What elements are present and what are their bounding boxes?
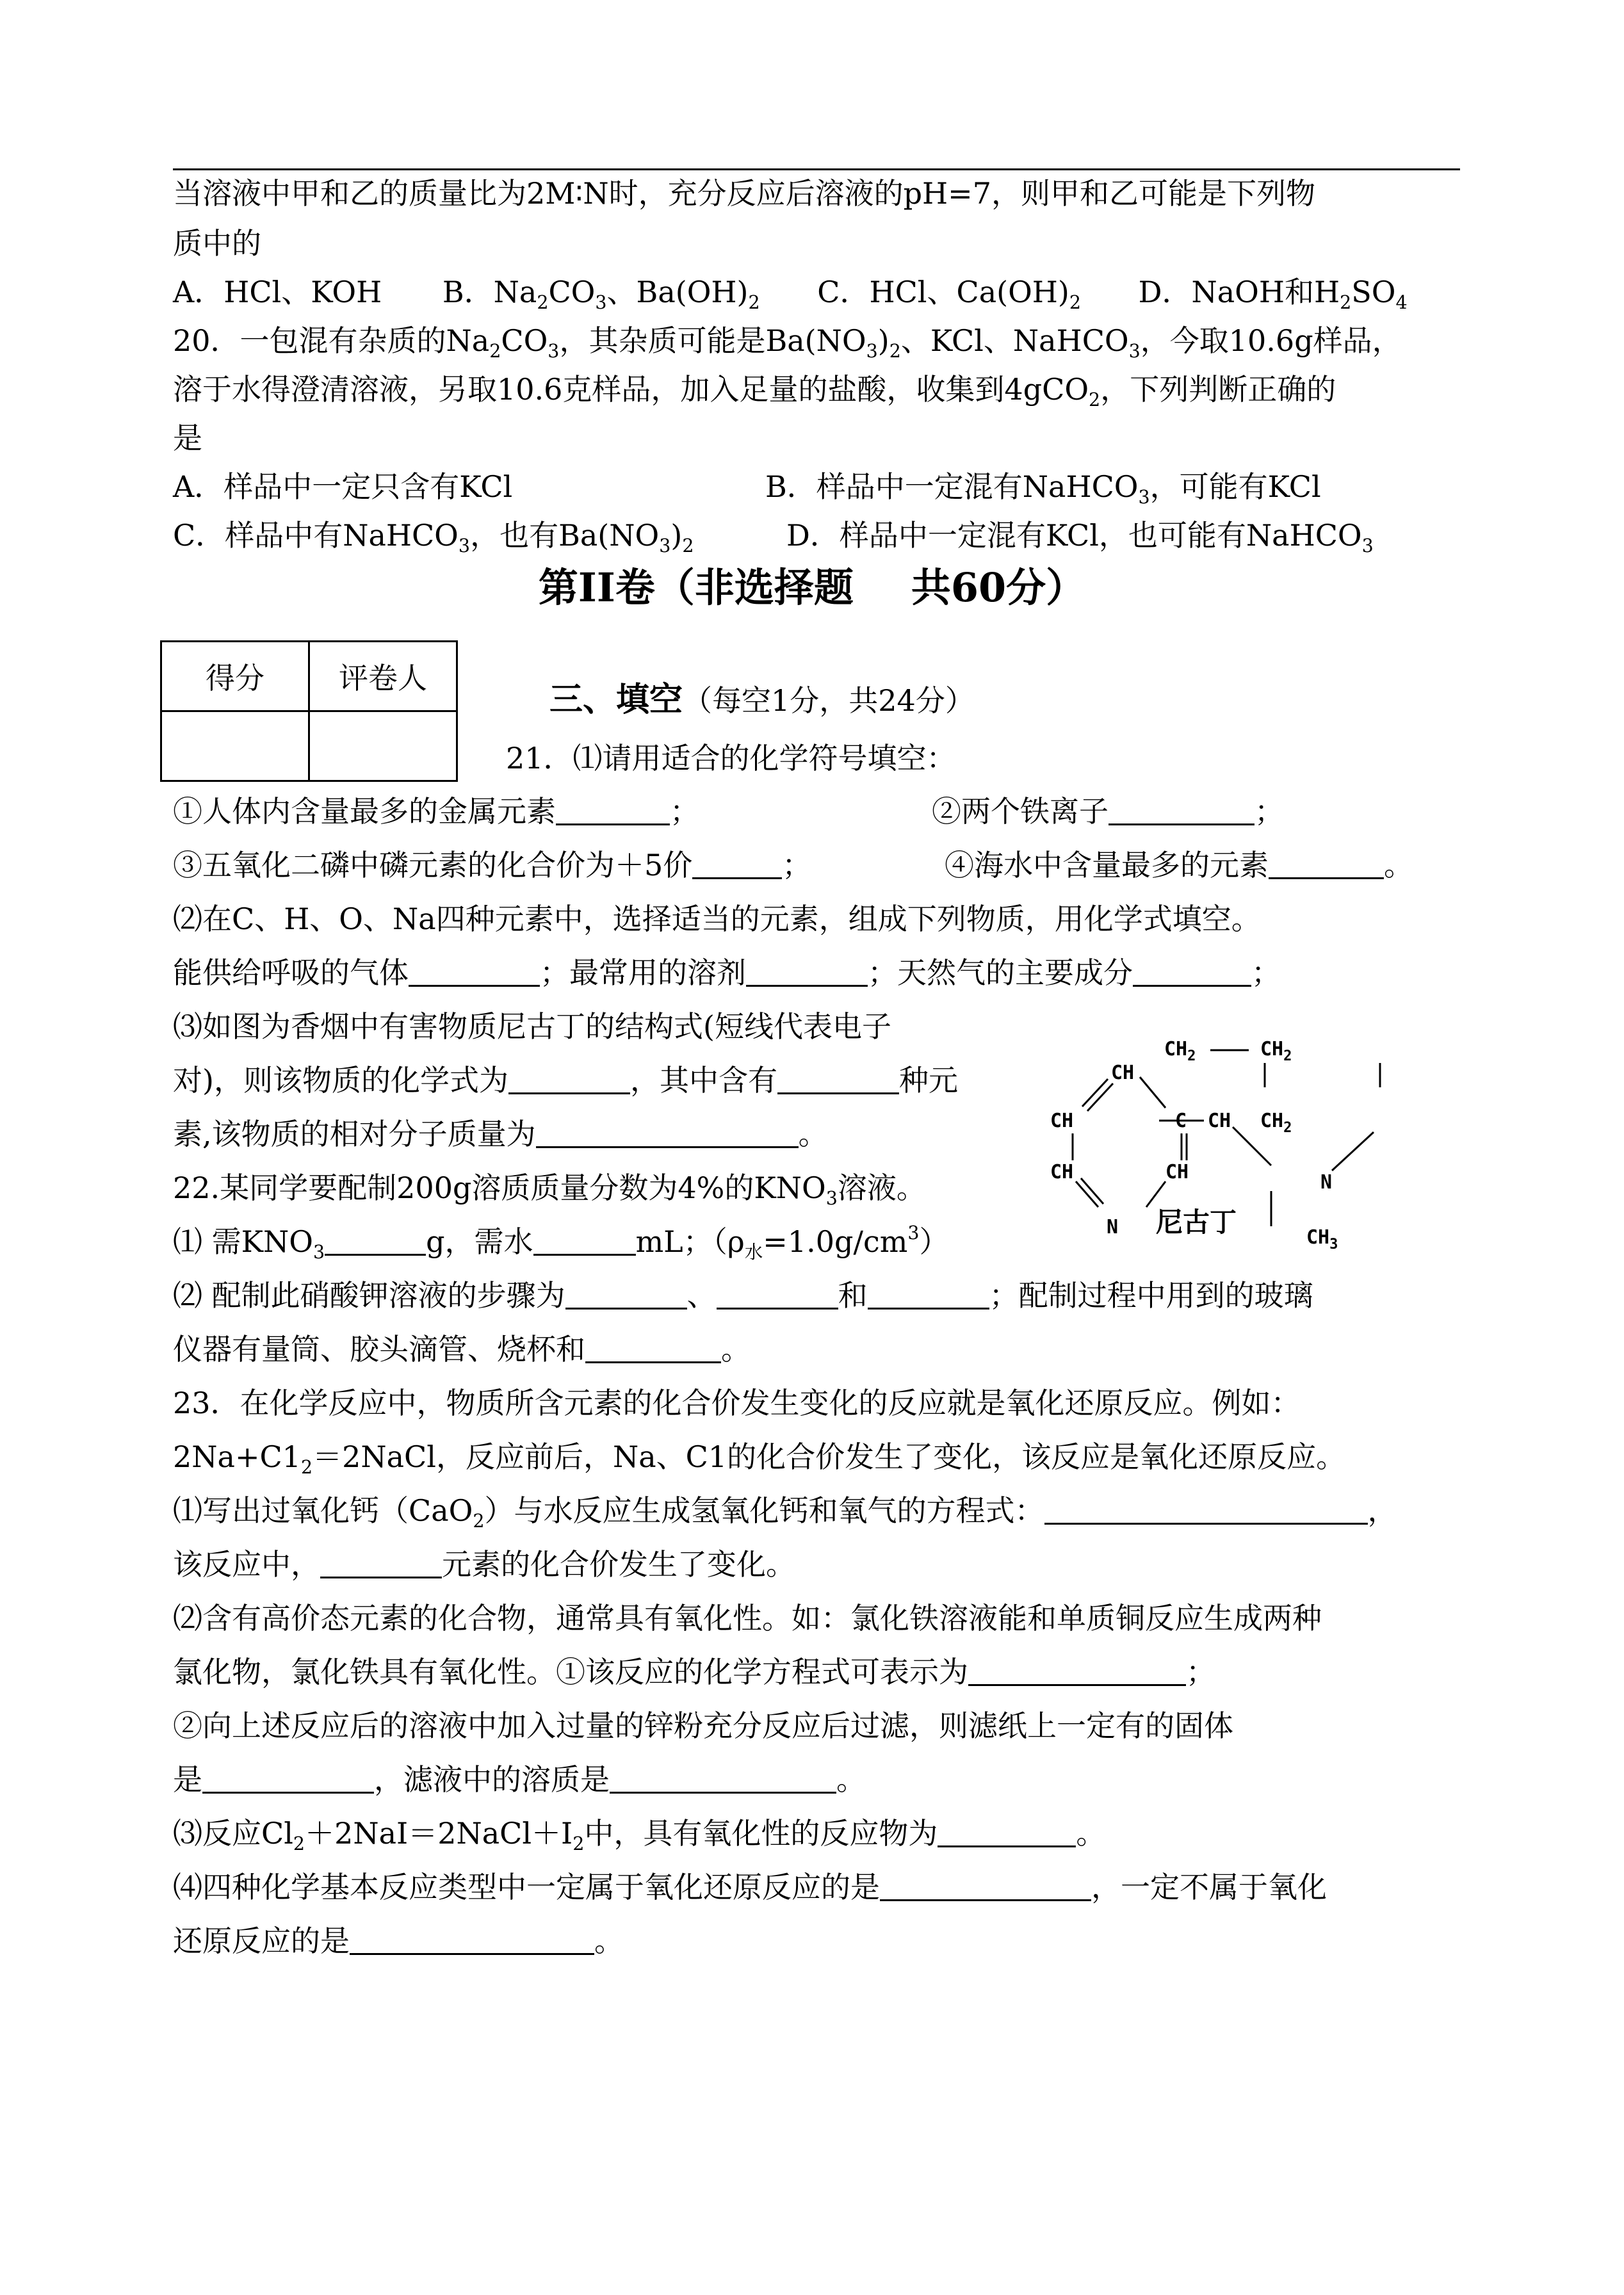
q19-options [173, 273, 1408, 311]
q21-blank-4[interactable] [1269, 850, 1384, 879]
q21-blank-9[interactable] [777, 1066, 899, 1094]
q21-part-2: ⑵在C、H、O、Na四种元素中，选择适当的元素，组成下列物质，用化学式填空。 [173, 902, 1261, 936]
q21-blank-2[interactable] [1108, 797, 1255, 825]
mol-n-pyridine: N [1107, 1216, 1119, 1238]
mol-ch2-right: $CH_2$ [1260, 1038, 1292, 1064]
section-3-heading: 三、填空（每空1分，共24分） [549, 681, 975, 719]
q23-part-2-line-4: 是 ，滤液中的溶质是 。 [173, 1762, 866, 1797]
q23-part-4-line-2: 还原反应的是 。 [173, 1924, 624, 1958]
mol-ch2-lower: $CH_2$ [1260, 1110, 1292, 1136]
q21-blank-3[interactable] [692, 850, 782, 879]
q23-line-1: 23．在化学反应中，物质所含元素的化合价发生变化的反应就是氧化还原反应。例如： [173, 1386, 1301, 1420]
q20-option-b: B．样品中一定混有NaHCO$_3$，可能有KCl [765, 469, 1321, 508]
q23-part-2-line-1: ⑵含有高价态元素的化合物，通常具有氧化性。如：氯化铁溶液能和单质铜反应生成两种 [173, 1601, 1322, 1635]
q20-line-3: 是 [173, 421, 202, 455]
score-header: 得分 [161, 642, 309, 711]
top-rule [173, 168, 1460, 170]
q21-part-2-blanks: 能供给呼吸的气体 ；最常用的溶剂 ；天然气的主要成分 ； [173, 955, 1281, 990]
mol-n-pyrrolidine: N [1320, 1171, 1333, 1194]
q20-options-ab [173, 467, 512, 506]
q21-blank-6[interactable] [746, 958, 868, 987]
q22-blank-6[interactable] [585, 1334, 721, 1363]
q23-part-2-line-2: 氯化物，氯化铁具有氧化性。①该反应的化学方程式可表示为 ； [173, 1655, 1215, 1689]
q22-blank-2[interactable] [533, 1227, 636, 1256]
q21-blank-7[interactable] [1133, 958, 1251, 987]
mol-ch3: $CH_3$ [1306, 1226, 1338, 1253]
q23-blank-2[interactable] [320, 1550, 442, 1578]
mol-ch-top: CH [1111, 1062, 1135, 1084]
q22-blank-4[interactable] [717, 1281, 838, 1310]
q22-part-2-line-2: 仪器有量筒、胶头滴管、烧杯和 。 [173, 1332, 751, 1366]
q22-part-1: ⑴ 需$KNO_3$ g，需水 mL；$(\rho_水=1.0g/cm^3)$ [173, 1222, 949, 1263]
q23-part-1-line-2: 该反应中， 元素的化合价发生了变化。 [173, 1547, 795, 1582]
part2-title: 第II卷（非选择题 共60分） [538, 564, 1086, 611]
q23-blank-6[interactable] [938, 1819, 1076, 1847]
q21-part-3-line-1: ⑶如图为香烟中有害物质尼古丁的结构式(短线代表电子 [173, 1009, 891, 1044]
q22-blank-1[interactable] [325, 1227, 426, 1256]
mol-ch-lower-right: CH [1165, 1161, 1189, 1183]
q20-option-c: C．样品中有NaHCO$_3$，也有$Ba(NO_3)_2$ [173, 518, 694, 556]
q19-option-d: D．NaOH和$H_2SO_4$ [1138, 275, 1408, 313]
mol-ch-ring: CH [1208, 1110, 1231, 1132]
q20-option-d: D．样品中一定混有KCl，也可能有NaHCO$_3$ [786, 518, 1374, 556]
q23-blank-5[interactable] [610, 1765, 836, 1794]
q23-blank-1[interactable] [1044, 1496, 1368, 1525]
q23-blank-7[interactable] [880, 1872, 1091, 1901]
q21-item-2: ②两个铁离子 ； [932, 794, 1284, 829]
q21-blank-10[interactable] [536, 1119, 799, 1148]
grader-header: 评卷人 [309, 642, 457, 711]
q21-blank-8[interactable] [508, 1066, 630, 1094]
q22-intro: 22.某同学要配制200g溶质质量分数为4%的$KNO_3$溶液。 [173, 1171, 926, 1209]
q23-part-2-line-3: ②向上述反应后的溶液中加入过量的锌粉充分反应后过滤，则滤纸上一定有的固体 [173, 1708, 1233, 1743]
q22-part-2: ⑵ 配制此硝酸钾溶液的步骤为 、 和 ；配制过程中用到的玻璃 [173, 1278, 1313, 1313]
mol-name-label: 尼古丁 [1156, 1206, 1237, 1238]
q21-item-3: ③五氧化二磷中磷元素的化合价为＋5价 ； [173, 848, 812, 882]
q23-blank-4[interactable] [202, 1765, 374, 1794]
nicotine-structure-diagram [1050, 1018, 1486, 1287]
q21-blank-1[interactable] [556, 797, 670, 825]
score-table [160, 640, 458, 782]
q23-blank-3[interactable] [968, 1657, 1186, 1686]
grader-cell[interactable] [309, 711, 457, 781]
q23-blank-8[interactable] [350, 1926, 594, 1955]
q22-blank-5[interactable] [868, 1281, 989, 1310]
mol-ch-left: CH [1050, 1110, 1074, 1132]
q21-blank-5[interactable] [409, 958, 540, 987]
q21-item-1: ①人体内含量最多的金属元素 ； [173, 794, 699, 829]
q20-line-1: 20．一包混有杂质的$Na_2CO_3$，其杂质可能是$Ba(NO_3)_2$、KCl、NaHCO$_3$，今取10.6g样品， [173, 323, 1402, 362]
q20-line-2: 溶于水得澄清溶液，另取10.6克样品，加入足量的盐酸，收集到4gCO$_2$，下列判断正确的 [173, 372, 1336, 410]
q21-intro: 21．⑴请用适合的化学符号填空： [506, 741, 956, 775]
q21-item-4: ④海水中含量最多的元素 。 [945, 848, 1413, 882]
q19-option-c: C．HCl、$Ca(OH)_2$ [817, 275, 1081, 313]
q20-option-a: A．样品中一定只含有KCl [173, 469, 513, 504]
q23-line-2: $2Na+C1_2=2NaCl$，反应前后，Na、C1的化合价发生了变化，该反应是氧化还原反应。 [173, 1439, 1346, 1478]
q22-blank-3[interactable] [565, 1281, 687, 1310]
q21-part-3-line-3: 素,该物质的相对分子质量为 。 [173, 1117, 828, 1151]
q19-line-2: 质中的 [173, 226, 261, 261]
q19-option-b: B．$Na_2CO_3$、$Ba(OH)_2$ [442, 275, 760, 313]
mol-c-center: C [1175, 1110, 1187, 1132]
mol-ch-lower-left: CH [1050, 1161, 1074, 1183]
q23-part-3: ⑶反应$Cl_2+2NaI=2NaCl+I_2$中，具有氧化性的反应物为 。 [173, 1816, 1106, 1854]
q19-option-a: A．HCl、KOH [173, 275, 382, 309]
q19-line-1: 当溶液中甲和乙的质量比为2M∶N时，充分反应后溶液的pH=7，则甲和乙可能是下列物 [173, 176, 1315, 211]
q21-part-3-line-2: 对)，则该物质的化学式为 ，其中含有 种元 [173, 1063, 958, 1098]
mol-ch2-left: $CH_2$ [1164, 1038, 1196, 1064]
q23-part-1: ⑴写出过氧化钙（CaO$_2$）与水反应生成氢氧化钙和氧气的方程式： ， [173, 1493, 1397, 1532]
score-cell[interactable] [161, 711, 309, 781]
q23-part-4-line-1: ⑷四种化学基本反应类型中一定属于氧化还原反应的是 ，一定不属于氧化 [173, 1870, 1327, 1904]
